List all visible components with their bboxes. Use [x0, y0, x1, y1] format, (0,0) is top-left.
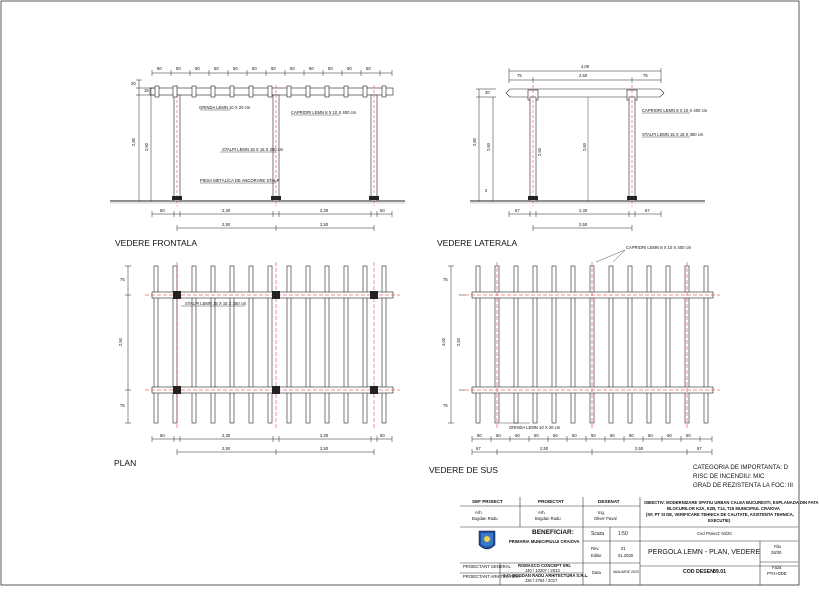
dim-label: 50: [271, 66, 276, 71]
dim-label: 2,50: [320, 446, 329, 451]
view-title-plan: PLAN: [114, 458, 137, 468]
dim-label: 50: [648, 433, 653, 438]
tb-name-c: Ing.: [598, 510, 605, 515]
dim-label: 75: [120, 403, 125, 408]
dim-label: 2,50: [222, 446, 231, 451]
fire-risk: RISC DE INCENDIU: MIC: [693, 473, 765, 480]
dim-label: 50: [176, 66, 181, 71]
dim-label: 50: [380, 433, 385, 438]
label-piesa: PIESA METALICA DE ANCORARE STALP: [200, 178, 280, 183]
label-capriori-lat: CAPRIORI LEMN 8 X 10 X 400 cm: [642, 108, 708, 113]
view-title-frontal: VEDERE FRONTALA: [115, 238, 198, 248]
dim-label: 50: [214, 66, 219, 71]
top-view: [448, 250, 720, 455]
tb-plansa: PERGOLA LEMN - PLAN, VEDERE: [648, 549, 761, 556]
tb-cod-desen-label: COD DESEN:: [683, 569, 716, 575]
tb-name-a: Arh.: [475, 510, 483, 515]
coat-of-arms-icon: [479, 531, 495, 549]
dim-label: 2,80: [130, 138, 136, 147]
tb-editie-value: 01.2020: [618, 553, 634, 558]
dim-label: 50: [160, 208, 165, 213]
tb-proiectant-general: PROIECTANT GENERAL: [463, 564, 511, 569]
dim-label: 2,50: [540, 446, 549, 451]
dim-label: 2: [485, 188, 488, 193]
view-title-lateral: VEDERE LATERALA: [437, 238, 518, 248]
tb-cod-desen-value: 09.01: [713, 569, 726, 575]
dim-label: 50: [366, 66, 371, 71]
dim-label: 50: [233, 66, 238, 71]
dim-label: 2,30: [320, 208, 329, 213]
tb-firm2-sub: J26 / 2764 / 2017: [525, 578, 558, 583]
dim-label: 2,50: [222, 222, 231, 227]
dim-label: 50: [610, 433, 615, 438]
dim-label: 50: [686, 433, 691, 438]
tb-beneficiar: BENEFICIAR:: [532, 529, 574, 536]
tb-firm2: S.C. BOGDAN RADU ARHITECTURA S.R.L.: [503, 573, 589, 578]
dim-label: 75: [517, 73, 522, 78]
dim-label: 20: [485, 90, 490, 95]
dim-label: 67: [645, 208, 650, 213]
dim-label: 50: [629, 433, 634, 438]
plan-view: [125, 262, 400, 455]
dim-label: 2,30: [222, 208, 231, 213]
dim-label: 2,50: [320, 222, 329, 227]
dim-label: 2,60: [143, 143, 149, 152]
dim-label: 50: [477, 433, 482, 438]
dim-label: 50: [553, 433, 558, 438]
dim-label: 2,30: [320, 433, 329, 438]
dim-label: 2,50: [455, 338, 461, 347]
dim-label: 67: [697, 446, 702, 451]
tb-proiectant-arhitectura: PROIECTANT ARHITECTURA: [463, 574, 521, 579]
dim-label: 2,50: [579, 73, 588, 78]
lateral-elevation: [470, 68, 708, 231]
dim-label: 50: [290, 66, 295, 71]
dim-label: 50: [572, 433, 577, 438]
tb-firm1-sub: J40 / 10207 / 2013: [525, 568, 560, 573]
tb-obiectiv-3: (SF, PT SI DE, VERIFICARE TEHNICA DE CALITATE, ASISTENTA TEHNICA,: [646, 512, 794, 517]
dim-label: 50: [591, 433, 596, 438]
tb-faza-label: Faza: [772, 565, 782, 570]
dim-label: 4,00: [581, 64, 590, 69]
dim-label: 2,60: [485, 143, 491, 152]
label-grinda-plan: STALPI LEMN 15 X 15 X 350 cm: [185, 301, 247, 306]
dim-label: 50: [328, 66, 333, 71]
dim-label: 20: [131, 81, 136, 86]
tb-desenat: DESENAT: [598, 499, 620, 504]
dim-label: 2,60: [581, 143, 587, 152]
tb-name-b: Bogdan Radu: [472, 516, 498, 521]
dim-label: 67: [476, 446, 481, 451]
tb-name-a2: Arh.: [538, 510, 546, 515]
dim-label: 75: [120, 277, 125, 282]
label-capriori: CAPRIORI LEMN 8 X 10 X 400 cm: [291, 110, 357, 115]
tb-obiectiv-2: BLOCURILOR K2A, K2B, T14, T15 MUNICIPIUL CRAIOVA: [667, 506, 780, 511]
dim-label: 2,50: [117, 338, 123, 347]
dim-label: 50: [534, 433, 539, 438]
tb-beneficiar-name: PRIMARIA MUNICIPIULUI CRAIOVA: [509, 539, 580, 544]
tb-firm1: ROMASCO CONCEPT SRL: [518, 563, 572, 568]
dim-label: 2,30: [579, 208, 588, 213]
dim-label: 2,80: [471, 138, 477, 147]
dim-label: 50: [667, 433, 672, 438]
dim-label: 67: [515, 208, 520, 213]
tb-sef-proiect: SEF PROIECT: [472, 499, 503, 504]
tb-editie-label: Editie: [591, 553, 602, 558]
tb-rev-label: Rev.: [591, 546, 600, 551]
category-importance: CATEGORIA DE IMPORTANTA: D: [693, 464, 789, 471]
dim-label: 50: [157, 66, 162, 71]
dim-label: 75: [443, 403, 448, 408]
tb-data-value: IANUARIE 2020: [613, 570, 639, 574]
dim-label: 2,50: [635, 446, 644, 451]
dim-label: 75: [443, 277, 448, 282]
label-grinda: GRINDA LEMN 10 X 20 cm: [199, 105, 251, 110]
dim-label: 50: [380, 208, 385, 213]
tb-fila-label: Fila: [774, 544, 781, 549]
dim-label: 50: [515, 433, 520, 438]
dim-label: 15: [144, 88, 149, 93]
tb-name-d: Oliver Paval: [594, 516, 617, 521]
label-capriori-top: CAPRIORI LEMN 8 X 10 X 400 cm: [626, 245, 692, 250]
tb-obiectiv-1: OBIECTIV: MODERNIZARE SPATIU URBAN CALEA BUCURESTI, ESPLANADA DIN FATA: [644, 500, 819, 505]
label-stalpi-lat: STALPI LEMN 15 X 15 X 350 cm: [642, 132, 704, 137]
tb-scara-value: 1:50: [618, 531, 628, 537]
dim-label: 50: [496, 433, 501, 438]
tb-data-label: Data: [592, 570, 601, 575]
dim-label: 50: [195, 66, 200, 71]
label-grinda-top: GRINDA LEMN 10 X 20 cm: [509, 425, 561, 430]
dim-label: 50: [309, 66, 314, 71]
tb-fila-value: 28/30: [771, 550, 782, 555]
dim-label: 50: [160, 433, 165, 438]
dim-label: 2,50: [536, 148, 542, 157]
dim-label: 4,00: [440, 338, 446, 347]
dim-label: 50: [347, 66, 352, 71]
fire-resistance: GRAD DE REZISTENTA LA FOC: III: [693, 482, 793, 489]
view-title-top: VEDERE DE SUS: [429, 465, 498, 475]
tb-obiectiv-4: EXECUTIE): [708, 518, 731, 523]
tb-proiectat: PROIECTAT: [538, 499, 564, 504]
tb-name-b2: Bogdan Radu: [535, 516, 561, 521]
tb-scara-label: Scara: [591, 531, 605, 537]
dim-label: 2,50: [579, 222, 588, 227]
label-stalpi: STALPI LEMN 15 X 15 X 350 cm: [222, 147, 284, 152]
tb-faza-value: PTH+DDE: [767, 571, 787, 576]
dim-label: 2,30: [222, 433, 231, 438]
dim-label: 75: [643, 73, 648, 78]
tb-rev-value: 01: [621, 546, 626, 551]
dim-label: 50: [252, 66, 257, 71]
tb-cod-proiect: Cod Proiect: 04/20: [697, 531, 732, 536]
